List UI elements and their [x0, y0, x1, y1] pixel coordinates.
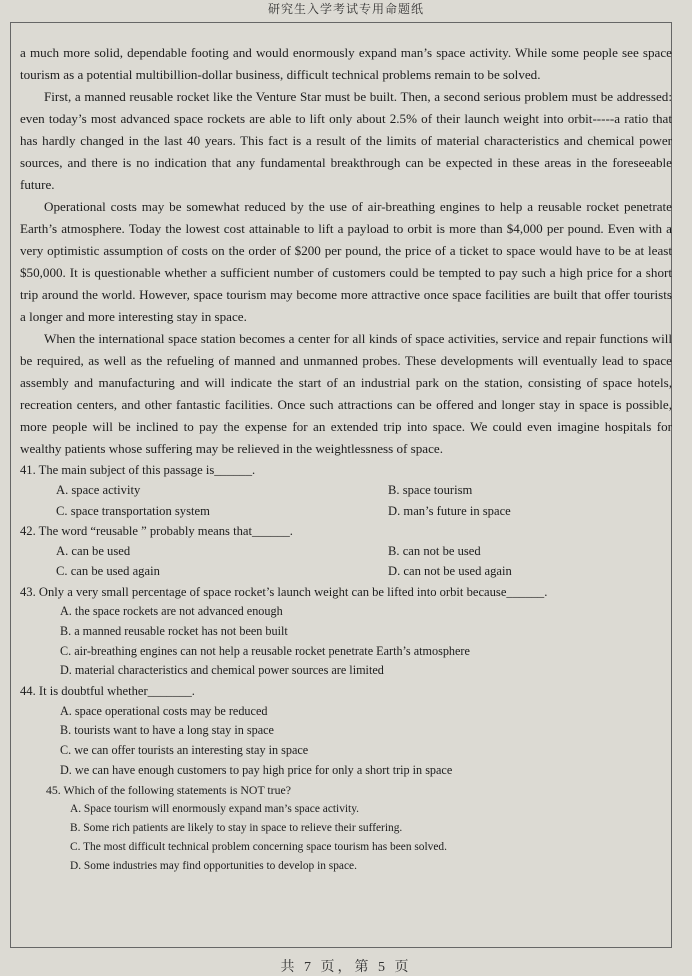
passage-paragraph-2: First, a manned reusable rocket like the Venture Star must be built. Then, a second serious problem must be addressed: even today’s most advanced space rockets are able to lift only about 2.5% of their launch weight into orbit-----a ratio that has hardly changed in the last 40 years. This fact is a result of the limits of material characteristics and chemical power sources, and there is no indication that any fundamental breakthrough can be expected in these areas in the foreseeable future.	[20, 89, 672, 192]
question-41-option-c: C. space transportation system	[56, 503, 210, 518]
question-44-option-c: C. we can offer tourists an interesting stay in space	[60, 743, 309, 758]
question-43-stem: 43. Only a very small percentage of space rocket’s launch weight can be lifted into orbit because______.	[20, 584, 548, 599]
question-45-option-d: D. Some industries may find opportunities to develop in space.	[70, 859, 357, 872]
question-41	[20, 460, 672, 480]
question-44-option-a: A. space operational costs may be reduced	[60, 703, 268, 718]
question-42-option-c: C. can be used again	[56, 564, 160, 579]
question-41-option-d: D. man’s future in space	[388, 503, 511, 518]
question-41-stem: 41. The main subject of this passage is______.	[20, 463, 256, 477]
question-44-stem: 44. It is doubtful whether_______.	[20, 684, 195, 699]
question-42-option-d: D. can not be used again	[388, 564, 512, 579]
question-45-stem: 45. Which of the following statements is NOT true?	[46, 782, 291, 797]
question-45	[20, 781, 672, 800]
question-42-stem: 42. The word “reusable ” probably means that______.	[20, 523, 293, 538]
question-42-option-b: B. can not be used	[388, 544, 481, 559]
question-43	[20, 582, 672, 602]
question-43-option-c: C. air-breathing engines can not help a reusable rocket penetrate Earth’s atmosphere	[60, 643, 470, 658]
question-42	[20, 521, 672, 541]
page-header: 研究生入学考试专用命题纸	[267, 2, 424, 16]
passage-paragraph-4: When the international space station becomes a center for all kinds of space activities, service and repair functions will be required, as well as the refueling of manned and unmanned probes. These developments will eventually lead to space assembly and manufacturing and will indicate the start of an industrial park on the station, consisting of space hotels, recreation centers, and other fantastic facilities. Once such attractions can be offered and longer stay in space is possible, more people will be inclined to pay the expense for an extended trip into space. We could even imagine hospitals for wealthy patients whose suffering may be relieved in the weightlessness of space.	[20, 331, 672, 456]
question-41-options	[20, 480, 672, 521]
question-44-options	[20, 702, 672, 781]
passage-paragraph-1: a much more solid, dependable footing and would enormously expand man’s space activity. While some people see space tourism as a potential multibillion-dollar business, difficult technical problems remain to be solved.	[20, 45, 672, 82]
exam-content	[20, 42, 672, 876]
question-41-option-b: B. space tourism	[388, 483, 473, 498]
passage-paragraph-3: Operational costs may be somewhat reduced by the use of air-breathing engines to help a reusable rocket penetrate Earth’s atmosphere. Today the lowest cost attainable to lift a payload to orbit is more than $4,000 per pound. Even with a very optimistic assumption of costs on the order of $200 per pound, the price of a ticket to space would have to be at least $50,000. It is questionable whether a sufficient number of customers could be tempted to pay such a high price for a short trip around the world. However, space tourism may become more attractive once space facilities are built that offer tourists a longer and more interesting stay in space.	[20, 199, 672, 324]
question-44-option-b: B. tourists want to have a long stay in space	[60, 723, 274, 738]
question-41-option-a: A. space activity	[56, 483, 141, 498]
question-45-option-a: A. Space tourism will enormously expand man’s space activity.	[70, 802, 360, 815]
question-45-options	[20, 800, 672, 876]
question-44	[20, 681, 672, 701]
page-footer: 共 7 页，第 5 页	[280, 960, 412, 975]
question-45-option-b: B. Some rich patients are likely to stay in space to relieve their suffering.	[70, 821, 403, 834]
question-42-option-a: A. can be used	[56, 544, 131, 559]
question-43-option-a: A. the space rockets are not advanced enough	[60, 604, 283, 619]
question-44-option-d: D. we can have enough customers to pay high price for only a short trip in space	[60, 762, 453, 777]
question-43-option-d: D. material characteristics and chemical power sources are limited	[60, 663, 384, 678]
question-45-option-c: C. The most difficult technical problem concerning space tourism has been solved.	[70, 840, 447, 853]
question-43-option-b: B. a manned reusable rocket has not been built	[60, 623, 288, 638]
question-43-options	[20, 602, 672, 681]
question-42-options	[20, 541, 672, 582]
